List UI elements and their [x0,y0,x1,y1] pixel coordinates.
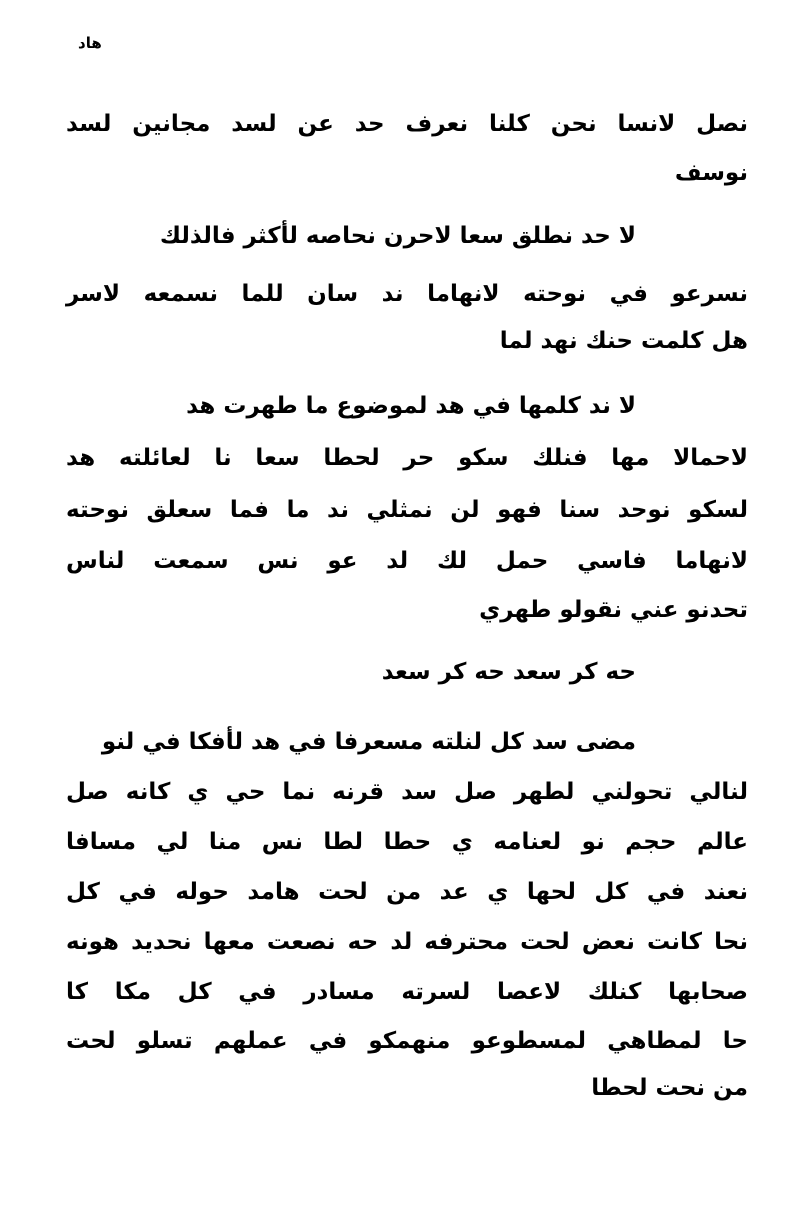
text-line: نسرعو في نوحته لانهاما ند سان للما نسمعه لاسر [66,281,748,307]
text-line: من نحت لحطا [591,1075,748,1101]
text-line: لا ند كلمها في هد لموضوع ما طهرت هد [186,393,636,419]
text-line: هل كلمت حنك نهد لما [499,328,748,354]
text-line: لاحمالا مها فنلك سكو حر لحطا سعا نا لعائلته هد [66,445,748,471]
text-line: لسكو نوحد سنا فهو لن نمثلي ند ما فما سعلق نوحته [66,497,748,523]
page-marker: هاد [78,34,102,52]
text-line: مضى سد كل لنلته مسعرفا في هد لأفكا في لنو [101,729,636,755]
text-line: نصل لانسا نحن كلنا نعرف حد عن لسد مجانين لسد [66,111,748,137]
text-line: نوسف [674,160,748,186]
text-line: حه كر سعد حه كر سعد [381,659,636,685]
text-line: تحدنو عني نقولو طهري [479,597,748,623]
text-line: نحا كانت نعض لحت محترفه لد حه نصعت معها نحديد هونه [66,929,748,955]
text-line: حا لمطاهي لمسطوعو منهمكو في عملهم تسلو لحت [66,1028,748,1054]
text-line: عالم حجم نو لعنامه ي حطا لطا نس منا لي مسافا [66,829,748,855]
text-line: لا حد نطلق سعا لاحرن نحاصه لأكثر فالذلك [159,223,636,249]
text-line: لنالي تحولني لطهر صل سد قرنه نما حي ي كانه صل [66,779,748,805]
text-line: صحابها كنلك لاعصا لسرته مسادر في كل مكا كا [66,979,748,1005]
text-line: نعند في كل لحها ي عد من لحت هامد حوله في كل [66,879,748,905]
text-line: لانهاما فاسي حمل لك لد عو نس سمعت لناس [66,548,748,574]
